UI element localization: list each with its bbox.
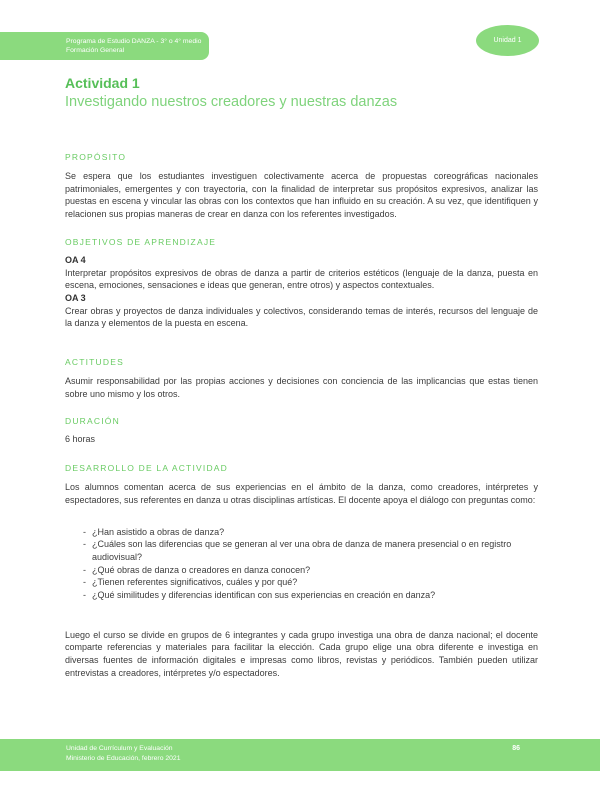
list-item — [65, 564, 538, 577]
oa-text: Interpretar propósitos expresivos de obras de danza a partir de criterios estéticos (lenguaje de la danza, puesta en escena, emociones, sensaciones e ideas que generan, entre otros) y aspectos contextuales. — [65, 267, 538, 291]
section-heading-desarrollo: DESARROLLO DE LA ACTIVIDAD — [65, 463, 228, 474]
actitudes-paragraph: Asumir responsabilidad por las propias acciones y decisiones con conciencia de las implicancias que estas tienen sobre uno mismo y los otros. — [65, 376, 538, 399]
proposito-paragraph: Se espera que los estudiantes investiguen colectivamente acerca de propuestas coreográficas nacionales patrimoniales, emergentes y con trayectoria, con la finalidad de interpretar sus propósitos expresivos, analizar las puestas en escena y vincular las obras con los contextos que han influido en su creación. A su vez, que identifiquen y relacionen sus propias maneras de crear en danza con los referentes investigados. — [65, 171, 538, 220]
page-title: Investigando nuestros creadores y nuestras danzas — [65, 94, 398, 110]
oa-text: Crear obras y proyectos de danza individuales y colectivos, considerando temas de interés, recursos del lenguaje de la danza y elementos de la puesta en escena. — [65, 305, 538, 329]
header-program-line1: Programa de Estudio DANZA - 3° o 4° medio — [66, 38, 202, 45]
bullet-dash: - — [83, 539, 86, 550]
section-heading-objetivos: OBJETIVOS DE APRENDIZAJE — [65, 236, 217, 247]
bullet-dash: - — [83, 577, 86, 588]
section-heading-actitudes: ACTITUDES — [65, 357, 124, 368]
footer-line2: Ministerio de Educación, febrero 2021 — [66, 754, 181, 762]
question-text: ¿Tienen referentes significativos, cuáles y por qué? — [92, 577, 298, 588]
bullet-dash: - — [83, 526, 86, 537]
oa-code: OA 3 — [65, 292, 86, 303]
section-heading-proposito: PROPÓSITO — [65, 152, 127, 162]
oa-item — [65, 292, 538, 330]
page-number: 86 — [512, 745, 520, 752]
question-text: ¿Qué obras de danza o creadores en danza conocen? — [92, 564, 311, 575]
unit-badge — [476, 25, 539, 56]
list-item — [65, 526, 538, 539]
footer-bar — [0, 739, 600, 771]
oa-item — [65, 254, 538, 292]
question-list — [65, 526, 538, 602]
unit-badge-label: Unidad 1 — [493, 37, 522, 44]
desarrollo-intro-paragraph: Los alumnos comentan acerca de sus experiencias en el ámbito de la danza, como creadores, intérpretes y espectadores, sus referentes en danza u otras disciplinas artísticas. El docente apoya el diálogo con preguntas como: — [65, 482, 538, 505]
desarrollo-closing-paragraph: Luego el curso se divide en grupos de 6 integrantes y cada grupo investiga una obra de danza nacional; el docente comparte referencias y materiales para facilitar la elección. Cada grupo elige una obra diferente e investiga en diversas fuentes de información digitales e impresas como libros, revistas y periódicos. También pueden utilizar entrevistas a creadores, intérpretes y/o espectadores. — [65, 629, 538, 678]
question-text: ¿Han asistido a obras de danza? — [92, 526, 225, 537]
page-content — [65, 76, 538, 680]
footer-line1: Unidad de Currículum y Evaluación — [66, 745, 173, 752]
list-item — [65, 538, 538, 563]
bullet-dash: - — [83, 564, 86, 575]
list-item — [65, 589, 538, 602]
duracion-value: 6 horas — [65, 434, 96, 445]
question-text: ¿Cuáles son las diferencias que se generan al ver una obra de danza de manera presencial o en registro audiovisual? — [92, 539, 512, 562]
activity-label: Actividad 1 — [65, 75, 140, 91]
header-program-badge — [0, 32, 209, 60]
section-heading-duracion: DURACIÓN — [65, 416, 120, 427]
oa-code: OA 4 — [65, 254, 86, 265]
bullet-dash: - — [83, 590, 86, 601]
question-text: ¿Qué similitudes y diferencias identifican con sus experiencias en creación en danza? — [92, 590, 436, 601]
header-program-line2: Formación General — [66, 47, 125, 54]
list-item — [65, 576, 538, 589]
